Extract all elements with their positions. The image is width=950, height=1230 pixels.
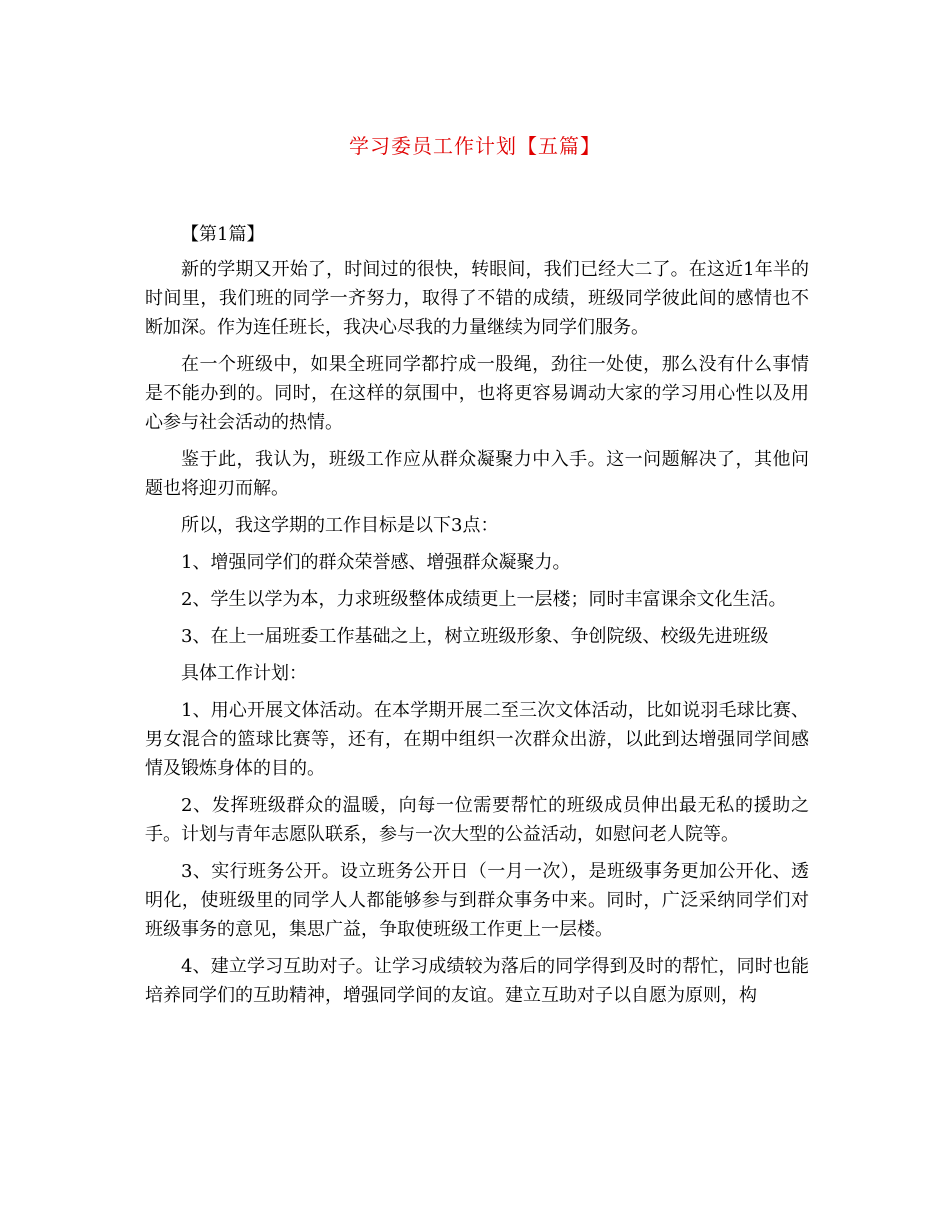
paragraph: 新的学期又开始了，时间过的很快，转眼间，我们已经大二了。在这近1年半的时间里，我们班的同学一齐努力，取得了不错的成绩，班级同学彼此间的感情也不断加深。作为连任班长，我决心尽我的力量继续为同学们服务。 [145,259,809,338]
list-item: 1、增强同学们的群众荣誉感、增强群众凝聚力。 [181,552,571,573]
document-body [145,220,809,1018]
list-item: 2、发挥班级群众的温暖，向每一位需要帮忙的班级成员伸出最无私的援助之手。计划与青年志愿队联系，参与一次大型的公益活动，如慰问老人院等。 [145,795,809,845]
paragraph: 在一个班级中，如果全班同学都拧成一股绳，劲往一处使，那么没有什么事情是不能办到的。同时，在这样的氛围中，也将更容易调动大家的学习用心性以及用心参与社会活动的热情。 [145,354,809,433]
list-item: 2、学生以学为本，力求班级整体成绩更上一层楼；同时丰富课余文化生活。 [181,589,787,610]
list-item: 3、在上一届班委工作基础之上，树立班级形象、争创院级、校级先进班级 [181,626,769,647]
list-item: 1、用心开展文体活动。在本学期开展二至三次文体活动，比如说羽毛球比赛、男女混合的篮球比赛等，还有，在期中组织一次群众出游，以此到达增强同学间感情及锻炼身体的目的。 [145,700,809,779]
paragraph: 鉴于此，我认为，班级工作应从群众凝聚力中入手。这一问题解决了，其他问题也将迎刃而解。 [145,449,809,499]
document-title: 学习委员工作计划【五篇】 [349,134,601,158]
paragraph: 所以，我这学期的工作目标是以下3点： [181,515,499,536]
paragraph: 具体工作计划： [181,663,307,684]
section-heading: 【第1篇】 [181,224,265,245]
list-item: 3、实行班务公开。设立班务公开日（一月一次），是班级事务更加公开化、透明化，使班级里的同学人人都能够参与到群众事务中来。同时，广泛采纳同学们对班级事务的意见，集思广益，争取使班级工作更上一层楼。 [145,861,809,940]
list-item: 4、建立学习互助对子。让学习成绩较为落后的同学得到及时的帮忙，同时也能培养同学们的互助精神，增强同学间的友谊。建立互助对子以自愿为原则，构 [145,956,809,1006]
